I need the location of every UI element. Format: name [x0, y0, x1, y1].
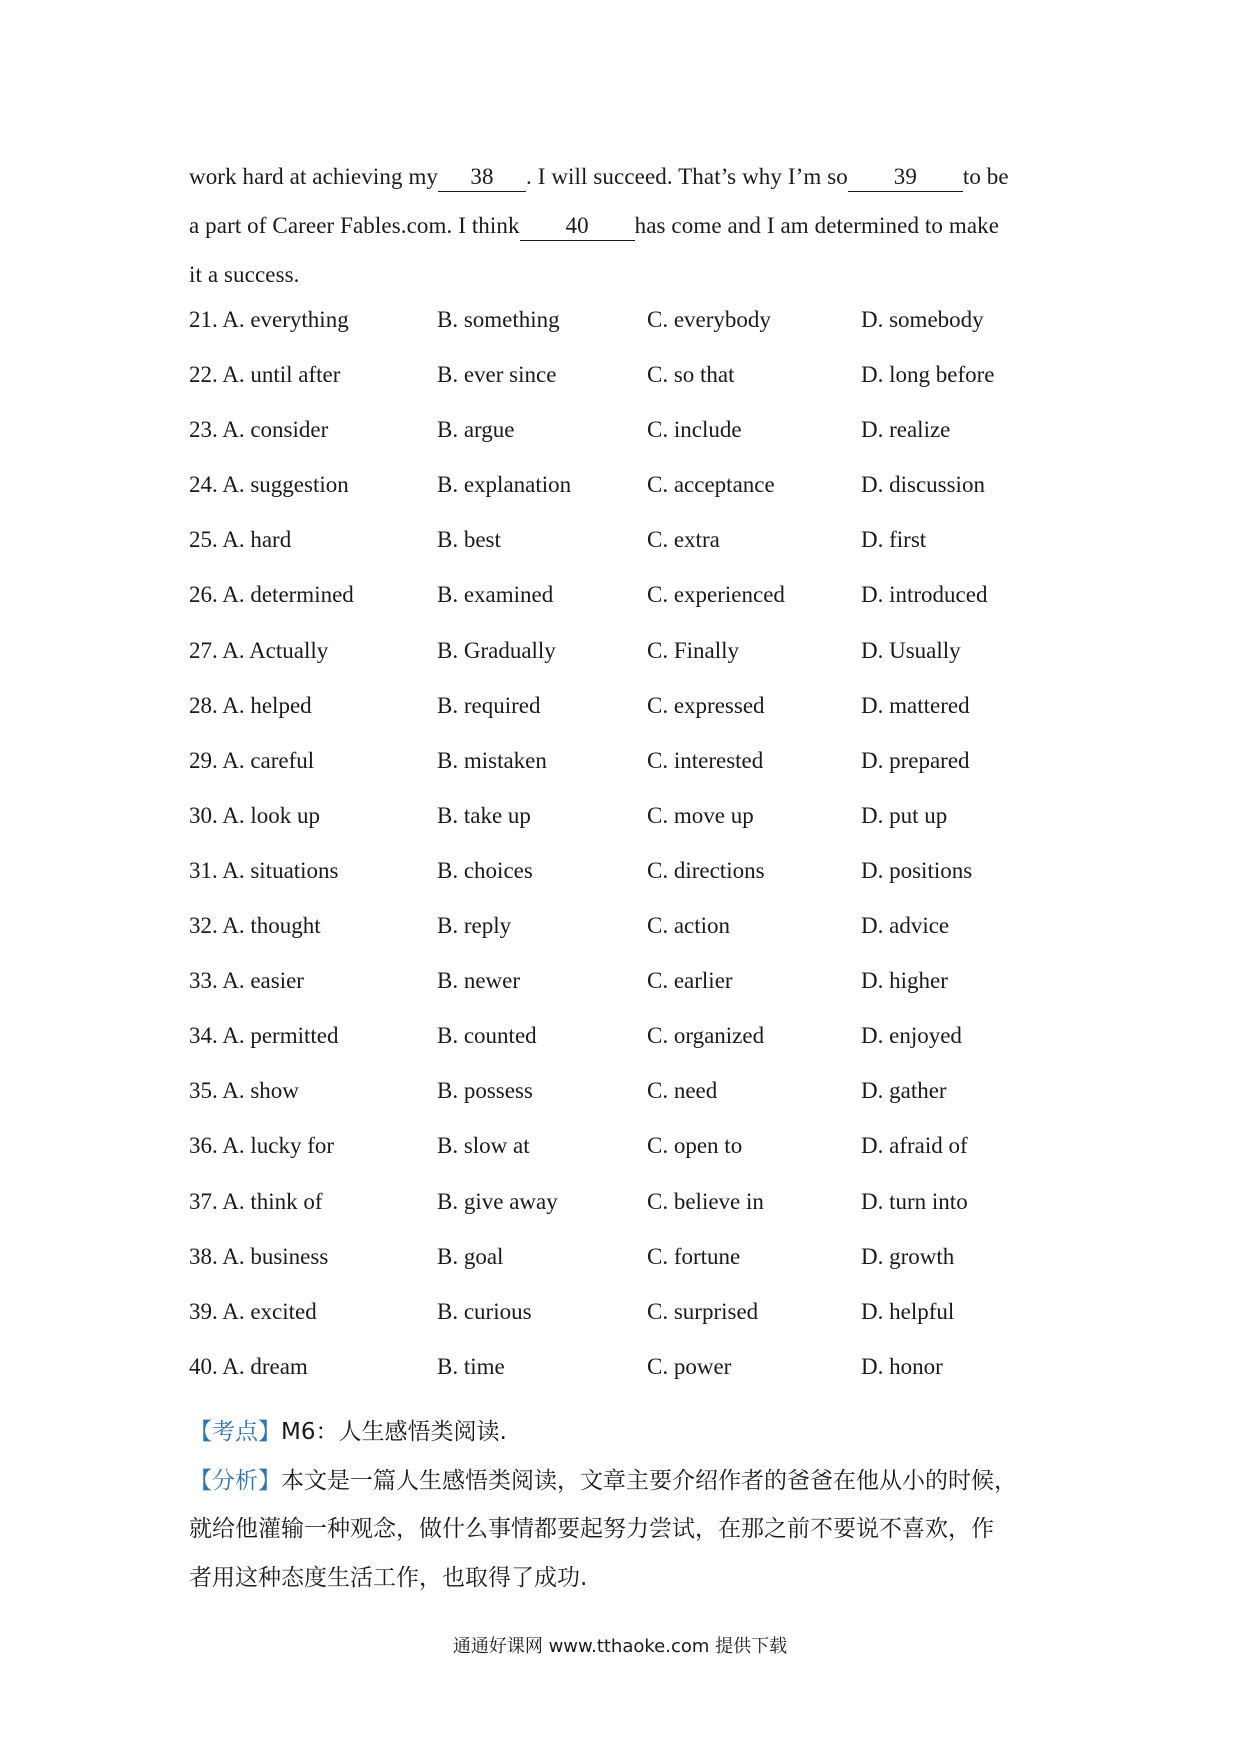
page-footer: 通通好课网 www.tthaoke.com 提供下载 — [452, 1636, 788, 1657]
passage-text — [189, 152, 1069, 299]
question-number-option-a: 26. A. determined — [189, 582, 354, 608]
question-row — [189, 856, 1089, 911]
option-c: C. interested — [647, 747, 764, 773]
option-c: C. organized — [647, 1023, 765, 1049]
question-number-option-a: 36. A. lucky for — [189, 1133, 335, 1159]
option-b: B. goal — [437, 1243, 504, 1269]
option-b: B. choices — [437, 857, 533, 883]
question-number-option-a: 24. A. suggestion — [189, 472, 349, 498]
question-number-option-a: 22. A. until after — [189, 362, 341, 388]
option-b: B. ever since — [437, 362, 557, 388]
option-d: D. Usually — [861, 637, 961, 663]
option-d: D. prepared — [861, 747, 970, 773]
option-d: D. gather — [861, 1078, 947, 1104]
question-row — [189, 1021, 1089, 1076]
option-b: B. time — [437, 1353, 505, 1379]
fenxi-text: 本文是一篇人生感悟类阅读，文章主要介绍作者的爸爸在他从小的时候， — [281, 1468, 1017, 1494]
option-b: B. best — [437, 527, 501, 553]
option-d: D. first — [861, 527, 927, 553]
option-c: C. include — [647, 417, 742, 443]
question-number-option-a: 29. A. careful — [189, 747, 315, 773]
option-b: B. give away — [437, 1188, 558, 1214]
blank-39: 39 — [848, 165, 963, 192]
option-b: B. possess — [437, 1078, 533, 1104]
question-number-option-a: 32. A. thought — [189, 913, 321, 939]
option-b: B. examined — [437, 582, 554, 608]
option-b: B. required — [437, 692, 541, 718]
question-number-option-a: 21. A. everything — [189, 307, 349, 332]
passage-text-segment: a part of Career Fables.com. I think — [189, 213, 520, 238]
option-b: B. slow at — [437, 1133, 530, 1159]
question-row — [189, 470, 1089, 525]
question-number-option-a: 34. A. permitted — [189, 1023, 339, 1049]
question-row — [189, 911, 1089, 966]
question-row — [189, 415, 1089, 470]
question-row — [189, 1352, 1089, 1407]
option-d: D. positions — [861, 857, 973, 883]
question-number-option-a: 30. A. look up — [189, 802, 320, 828]
option-d: D. introduced — [861, 582, 988, 608]
fenxi-line-2: 就给他灌输一种观念，做什么事情都要起努力尝试，在那之前不要说不喜欢，作 — [189, 1516, 994, 1542]
question-row — [189, 360, 1089, 415]
option-c: C. fortune — [647, 1243, 741, 1269]
option-b: B. something — [437, 307, 560, 332]
option-c: C. believe in — [647, 1188, 764, 1214]
analysis-section — [189, 1407, 1069, 1603]
question-number-option-a: 31. A. situations — [189, 857, 339, 883]
option-d: D. enjoyed — [861, 1023, 962, 1049]
question-row — [189, 1242, 1089, 1297]
option-d: D. growth — [861, 1243, 955, 1269]
passage-text-segment: has come and I am determined to make — [634, 213, 1000, 238]
option-d: D. long before — [861, 362, 995, 388]
passage-line-2 — [189, 201, 1069, 250]
option-b: B. reply — [437, 913, 512, 939]
option-d: D. helpful — [861, 1298, 955, 1324]
option-b: B. mistaken — [437, 747, 547, 773]
kaodian-tag: 【考点】 — [189, 1419, 281, 1445]
option-c: C. Finally — [647, 637, 740, 663]
question-number-option-a: 23. A. consider — [189, 417, 329, 443]
option-c: C. extra — [647, 527, 720, 553]
option-c: C. acceptance — [647, 472, 775, 498]
option-d: D. honor — [861, 1353, 943, 1379]
passage-text-segment: to be — [962, 164, 1009, 189]
question-number-option-a: 35. A. show — [189, 1078, 299, 1104]
question-number-option-a: 27. A. Actually — [189, 637, 329, 663]
fenxi-tag: 【分析】 — [189, 1468, 281, 1494]
question-row — [189, 691, 1089, 746]
option-d: D. realize — [861, 417, 951, 443]
fenxi-line-1 — [189, 1456, 1069, 1505]
option-b: B. Gradually — [437, 637, 556, 663]
option-c: C. open to — [647, 1133, 743, 1159]
fenxi-line-3: 者用这种态度生活工作，也取得了成功. — [189, 1565, 588, 1591]
option-d: D. afraid of — [861, 1133, 968, 1159]
option-d: D. turn into — [861, 1188, 968, 1214]
question-row — [189, 966, 1089, 1021]
option-c: C. directions — [647, 857, 765, 883]
question-row — [189, 1187, 1089, 1242]
option-d: D. discussion — [861, 472, 985, 498]
question-row — [189, 746, 1089, 801]
option-d: D. mattered — [861, 692, 970, 718]
question-number-option-a: 33. A. easier — [189, 968, 304, 994]
question-number-option-a: 38. A. business — [189, 1243, 329, 1269]
kaodian-text: M6：人生感悟类阅读. — [281, 1419, 507, 1445]
question-row — [189, 1076, 1089, 1131]
question-number-option-a: 40. A. dream — [189, 1353, 308, 1379]
option-c: C. action — [647, 913, 731, 939]
blank-40: 40 — [520, 214, 635, 241]
option-b: B. curious — [437, 1298, 532, 1324]
option-b: B. newer — [437, 968, 521, 994]
option-b: B. counted — [437, 1023, 537, 1049]
option-d: D. put up — [861, 802, 948, 828]
option-c: C. need — [647, 1078, 718, 1104]
question-row — [189, 305, 1089, 360]
option-c: C. power — [647, 1353, 732, 1379]
question-row — [189, 1297, 1089, 1352]
option-c: C. everybody — [647, 307, 771, 332]
question-number-option-a: 39. A. excited — [189, 1298, 317, 1324]
question-number-option-a: 25. A. hard — [189, 527, 292, 553]
option-c: C. move up — [647, 802, 754, 828]
option-b: B. argue — [437, 417, 515, 443]
question-row — [189, 636, 1089, 691]
option-c: C. so that — [647, 362, 735, 388]
question-row — [189, 580, 1089, 635]
option-d: D. advice — [861, 913, 950, 939]
option-c: C. experienced — [647, 582, 785, 608]
question-row — [189, 801, 1089, 856]
passage-line-1 — [189, 152, 1069, 201]
passage-line-3: it a success. — [189, 262, 300, 287]
question-number-option-a: 28. A. helped — [189, 692, 312, 718]
question-row — [189, 525, 1089, 580]
option-c: C. surprised — [647, 1298, 759, 1324]
option-d: D. higher — [861, 968, 948, 994]
option-d: D. somebody — [861, 307, 984, 332]
option-b: B. take up — [437, 802, 531, 828]
passage-text-segment: work hard at achieving my — [189, 164, 439, 189]
option-b: B. explanation — [437, 472, 572, 498]
passage-text-segment: . I will succeed. That’s why I’m so — [526, 164, 848, 189]
blank-38: 38 — [438, 165, 526, 192]
question-number-option-a: 37. A. think of — [189, 1188, 323, 1214]
option-c: C. expressed — [647, 692, 765, 718]
kaodian-line — [189, 1407, 1069, 1456]
answer-options — [189, 305, 1089, 1407]
question-row — [189, 1131, 1089, 1186]
option-c: C. earlier — [647, 968, 733, 994]
